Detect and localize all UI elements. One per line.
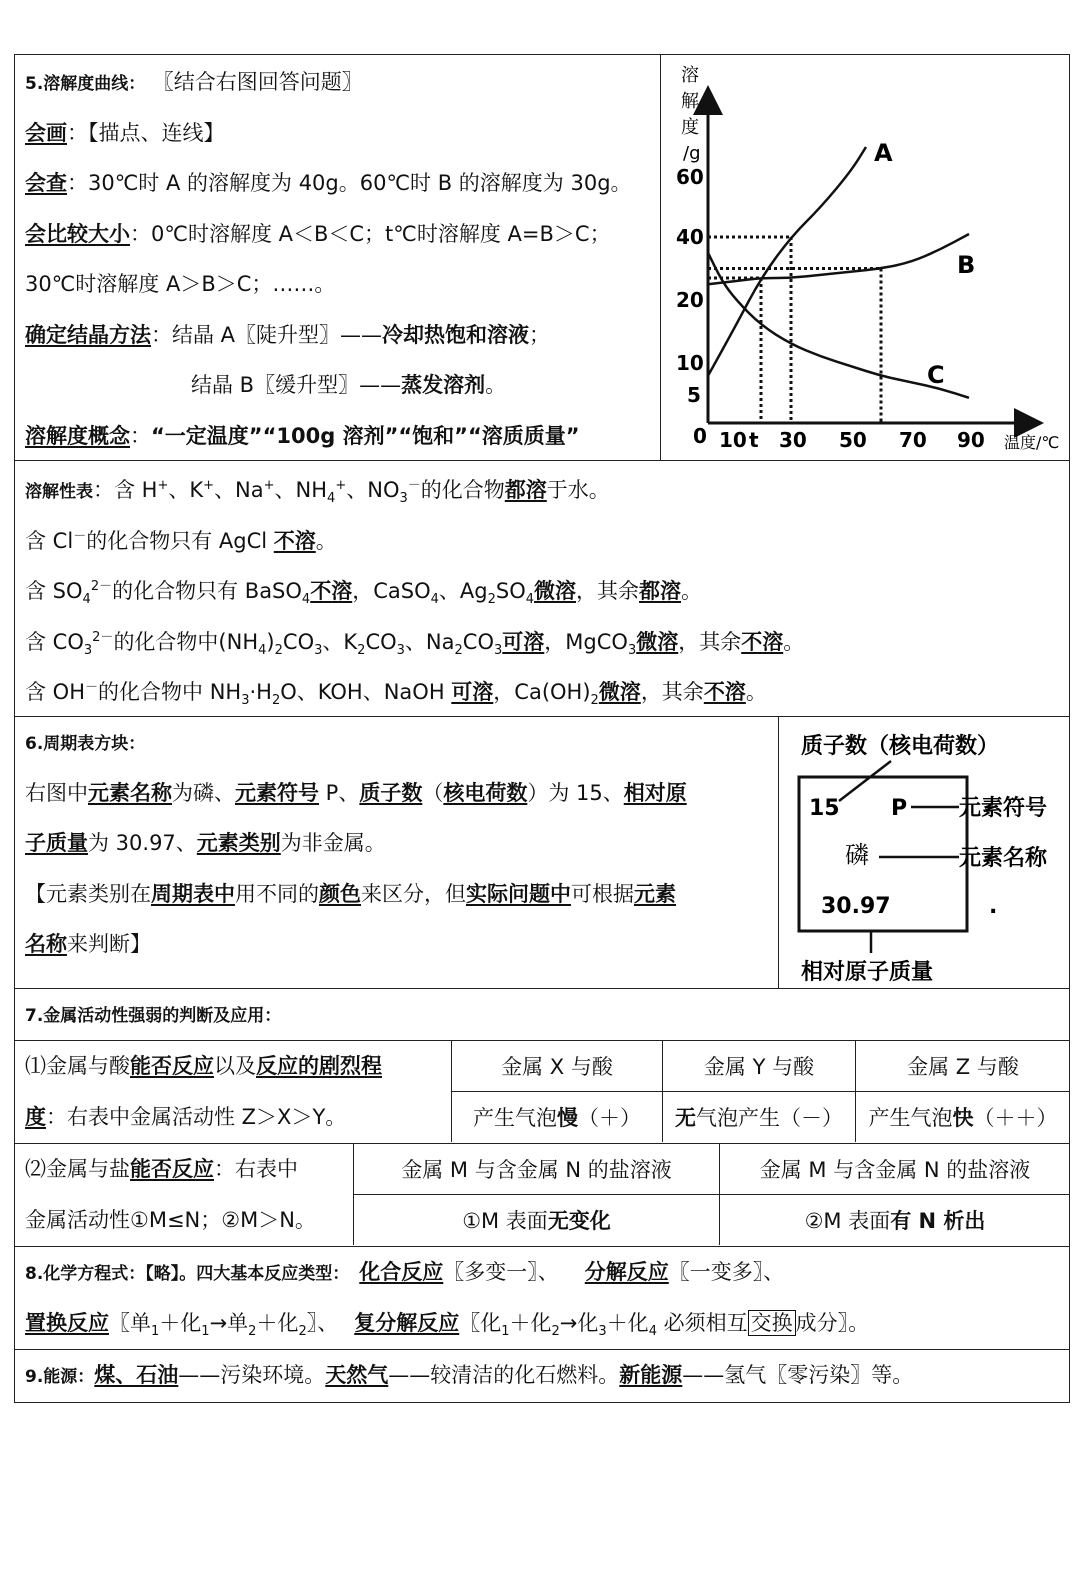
section-solubility-curve — [15, 55, 1069, 461]
dot-mark: . — [989, 894, 998, 919]
table-cell: ②M 表面有 N 析出 — [720, 1195, 1071, 1246]
s7-p1-line1: ⑴金属与酸能否反应以及反应的剧烈程 — [25, 1054, 382, 1078]
s7-p2-line1: ⑵金属与盐能否反应：右表中 — [25, 1157, 298, 1181]
s6-line2: 子质量为 30.97、元素类别为非金属。 — [25, 831, 386, 855]
section-equations — [15, 1247, 1069, 1350]
series-label: B — [957, 251, 976, 279]
metal-salt-table — [353, 1144, 1070, 1245]
sol-line3: 含 $SO_4^{2-}$的化合物只有 BaSO$_4$不溶，CaSO$_4$、$Ag_2SO_4$微溶，其余都溶。 — [25, 579, 703, 608]
worksheet — [14, 54, 1070, 1403]
solubility-chart-svg — [661, 55, 1069, 460]
table-cell: 金属 M 与含金属 N 的盐溶液 — [720, 1144, 1071, 1195]
y-tick-label: 5 — [687, 383, 701, 407]
y-axis-label-3: 度 — [681, 117, 699, 138]
table-cell: 金属 Z 与酸 — [856, 1041, 1071, 1092]
table-cell: 金属 X 与酸 — [452, 1041, 663, 1092]
x-tick-label: t — [749, 428, 759, 452]
proton-number-label: 质子数（核电荷数） — [801, 734, 1000, 759]
element-tile-svg — [779, 717, 1069, 989]
tile-symbol: P — [891, 796, 908, 821]
symbol-label: 元素符号 — [959, 796, 1048, 821]
y-tick-label: 60 — [676, 165, 704, 189]
section-periodic-box — [15, 717, 1069, 989]
s5-line3: 会查：30℃时 A 的溶解度为 40g。60℃时 B 的溶解度为 30g。 — [25, 171, 632, 195]
s6-line1: 右图中元素名称为磷、元素符号 P、质子数（核电荷数）为 15、相对原 — [25, 780, 687, 805]
table-row — [452, 1092, 1071, 1143]
table-cell: 产生气泡慢（＋） — [452, 1092, 663, 1143]
s6-line4: 名称来判断】 — [25, 932, 151, 956]
y-tick-label: 20 — [676, 288, 704, 312]
y-axis-label-2: 解 — [681, 91, 699, 112]
table-cell: ①M 表面无变化 — [354, 1195, 720, 1246]
table-row — [354, 1144, 1071, 1195]
x-tick-label: 70 — [899, 428, 927, 452]
metal-acid-block — [15, 1041, 1069, 1144]
s6-line3: 【元素类别在周期表中用不同的颜色来区分，但实际问题中可根据元素 — [25, 881, 676, 906]
y-axis-label-1: 溶 — [681, 65, 699, 86]
table-cell: 产生气泡快（＋＋） — [856, 1092, 1071, 1143]
element-tile-diagram — [778, 717, 1069, 989]
table-cell: 无气泡产生（－） — [663, 1092, 856, 1143]
table-row — [452, 1041, 1071, 1092]
s8-line1: 8.化学方程式：【略】。四大基本反应类型： 化合反应〖多变一〗、 分解反应〖一变多〗、 — [25, 1260, 785, 1284]
mass-label: 相对原子质量 — [801, 960, 934, 985]
s8-line2: 置换反应〖单$_1$＋化$_1$→单$_2$＋化$_2$〗、 复分解反应〖化$_1$＋化$_2$→化$_3$＋化$_4$ 必须相互 交换 成分〗。 — [25, 1310, 870, 1339]
s7-p2-line2: 金属活动性①M≤N；②M＞N。 — [25, 1207, 316, 1232]
series-curve-B — [708, 234, 969, 284]
x-axis-label: 温度/℃ — [1004, 433, 1060, 452]
s5-line8: 溶解度概念：“一定温度”“100g 溶剂”“饱和”“溶质质量” — [25, 423, 580, 448]
solubility-chart — [660, 55, 1069, 460]
x-tick-label: 10 — [719, 428, 747, 452]
sol-line4: 含 $CO_3^{2-}$的化合物中$(NH_4)_2CO_3$、$K_2CO_3$、$Na_2CO_3$可溶，MgCO$_3$微溶，其余不溶。 — [25, 629, 805, 658]
tile-name: 磷 — [845, 841, 869, 869]
s6-title: 6.周期表方块： — [25, 734, 146, 754]
name-label: 元素名称 — [959, 846, 1048, 871]
s5-line5: 30℃时溶解度 A＞B＞C；……。 — [25, 272, 336, 296]
sol-line1: 溶解性表：含 H+、K+、Na+、$NH_4^+$、$NO_3^-$的化合物都溶于水。 — [25, 478, 610, 507]
s7-p1-line2: 度：右表中金属活动性 Z＞X＞Y。 — [25, 1104, 347, 1129]
s5-line6: 确定结晶方法：结晶 A〖陡升型〗——冷却热饱和溶液； — [25, 322, 551, 347]
metal-acid-table — [451, 1041, 1070, 1142]
tile-mass: 30.97 — [821, 894, 891, 919]
series-label: A — [874, 139, 893, 167]
table-row — [354, 1195, 1071, 1246]
x-tick-label: 30 — [779, 428, 807, 452]
section-metal-activity-title — [15, 989, 1069, 1041]
proton-pointer-line — [839, 761, 891, 801]
s9-line: 9.能源：煤、石油——污染环境。天然气——较清洁的化石燃料。新能源——氢气〖零污染〗等。 — [25, 1363, 914, 1387]
section-energy — [15, 1350, 1069, 1402]
table-cell: 金属 Y 与酸 — [663, 1041, 856, 1092]
s5-line2: 会画：【描点、连线】 — [25, 120, 225, 145]
s5-line4: 会比较大小：0℃时溶解度 A＜B＜C；t℃时溶解度 A=B＞C； — [25, 221, 611, 246]
s7-title: 7.金属活动性强弱的判断及应用： — [25, 1006, 282, 1026]
origin-label: 0 — [693, 424, 707, 448]
series-label: C — [927, 361, 945, 389]
y-tick-label: 10 — [676, 351, 704, 375]
y-tick-label: 40 — [676, 225, 704, 249]
sol-line5: 含 OH－的化合物中 $NH_3\cdot H_2O$、KOH、NaOH 可溶，$Ca(OH)_2$微溶，其余不溶。 — [25, 680, 767, 709]
table-cell: 金属 M 与含金属 N 的盐溶液 — [354, 1144, 720, 1195]
sol-line2: 含 Cl－的化合物只有 AgCl 不溶。 — [25, 528, 337, 553]
x-tick-label: 90 — [957, 428, 985, 452]
y-axis-label-4: /g — [683, 143, 701, 164]
x-tick-label: 50 — [839, 428, 867, 452]
tile-number: 15 — [809, 796, 840, 821]
section-solubility-table — [15, 461, 1069, 717]
s5-line1: 5.溶解度曲线： 〖结合右图回答问题〗 — [25, 70, 363, 94]
s5-line7: 结晶 B〖缓升型〗——蒸发溶剂。 — [191, 373, 507, 397]
metal-salt-block — [15, 1144, 1069, 1247]
